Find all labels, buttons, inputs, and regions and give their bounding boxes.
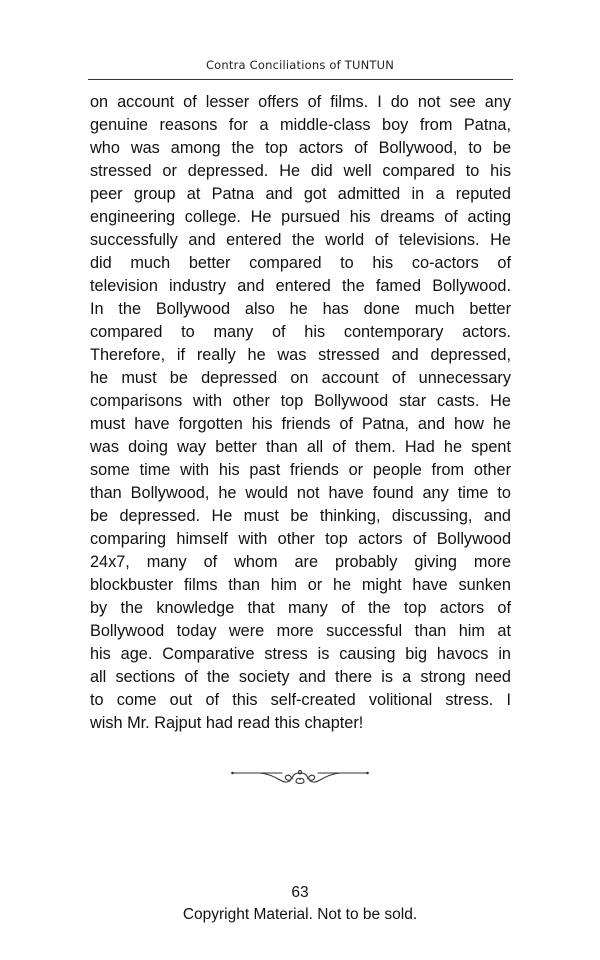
body-line: must have forgotten his friends of Patna, and how he (90, 415, 511, 433)
header-rule (88, 79, 513, 80)
flourish-divider-icon (230, 764, 370, 788)
body-line: be depressed. He must be thinking, discussing, and (90, 507, 511, 525)
body-line: all sections of the society and there is a strong need (90, 668, 511, 686)
body-line: by the knowledge that many of the top actors of (90, 599, 511, 617)
body-line: stressed or depressed. He did well compared to his (90, 162, 511, 180)
body-line: his age. Comparative stress is causing big havocs in (90, 645, 511, 663)
copyright-notice: Copyright Material. Not to be sold. (182, 906, 418, 923)
body-line: blockbuster films than him or he might have sunken (90, 576, 511, 594)
page-number: 63 (291, 884, 309, 901)
body-line: 24x7, many of whom are probably giving more (90, 553, 511, 571)
body-line: successfully and entered the world of televisions. He (90, 231, 511, 249)
body-line: comparisons with other top Bollywood star casts. He (90, 392, 511, 410)
body-line: engineering college. He pursued his dreams of acting (90, 208, 511, 226)
body-line: In the Bollywood also he has done much better (90, 300, 511, 318)
running-header: Contra Conciliations of TUNTUN (205, 58, 395, 72)
body-line: on account of lesser offers of films. I do not see any (90, 93, 511, 111)
body-line: comparing himself with other top actors of Bollywood (90, 530, 511, 548)
body-line: peer group at Patna and got admitted in a reputed (90, 185, 511, 203)
body-line: Therefore, if really he was stressed and depressed, (90, 346, 511, 364)
body-line: television industry and entered the famed Bollywood. (90, 277, 511, 295)
body-line: was doing way better than all of them. Had he spent (90, 438, 511, 456)
body-line: Bollywood today were more successful than him at (90, 622, 511, 640)
body-line: wish Mr. Rajput had read this chapter! (90, 714, 364, 732)
body-line: who was among the top actors of Bollywood, to be (90, 139, 511, 157)
body-line: some time with his past friends or people from other (90, 461, 511, 479)
body-line: did much better compared to his co-actors of (90, 254, 511, 272)
body-line: genuine reasons for a middle-class boy from Patna, (90, 116, 511, 134)
body-line: compared to many of his contemporary actors. (90, 323, 511, 341)
body-line: to come out of this self-created volitional stress. I (90, 691, 511, 709)
body-line: he must be depressed on account of unnecessary (90, 369, 511, 387)
body-paragraph (90, 91, 511, 735)
body-line: than Bollywood, he would not have found any time to (90, 484, 511, 502)
